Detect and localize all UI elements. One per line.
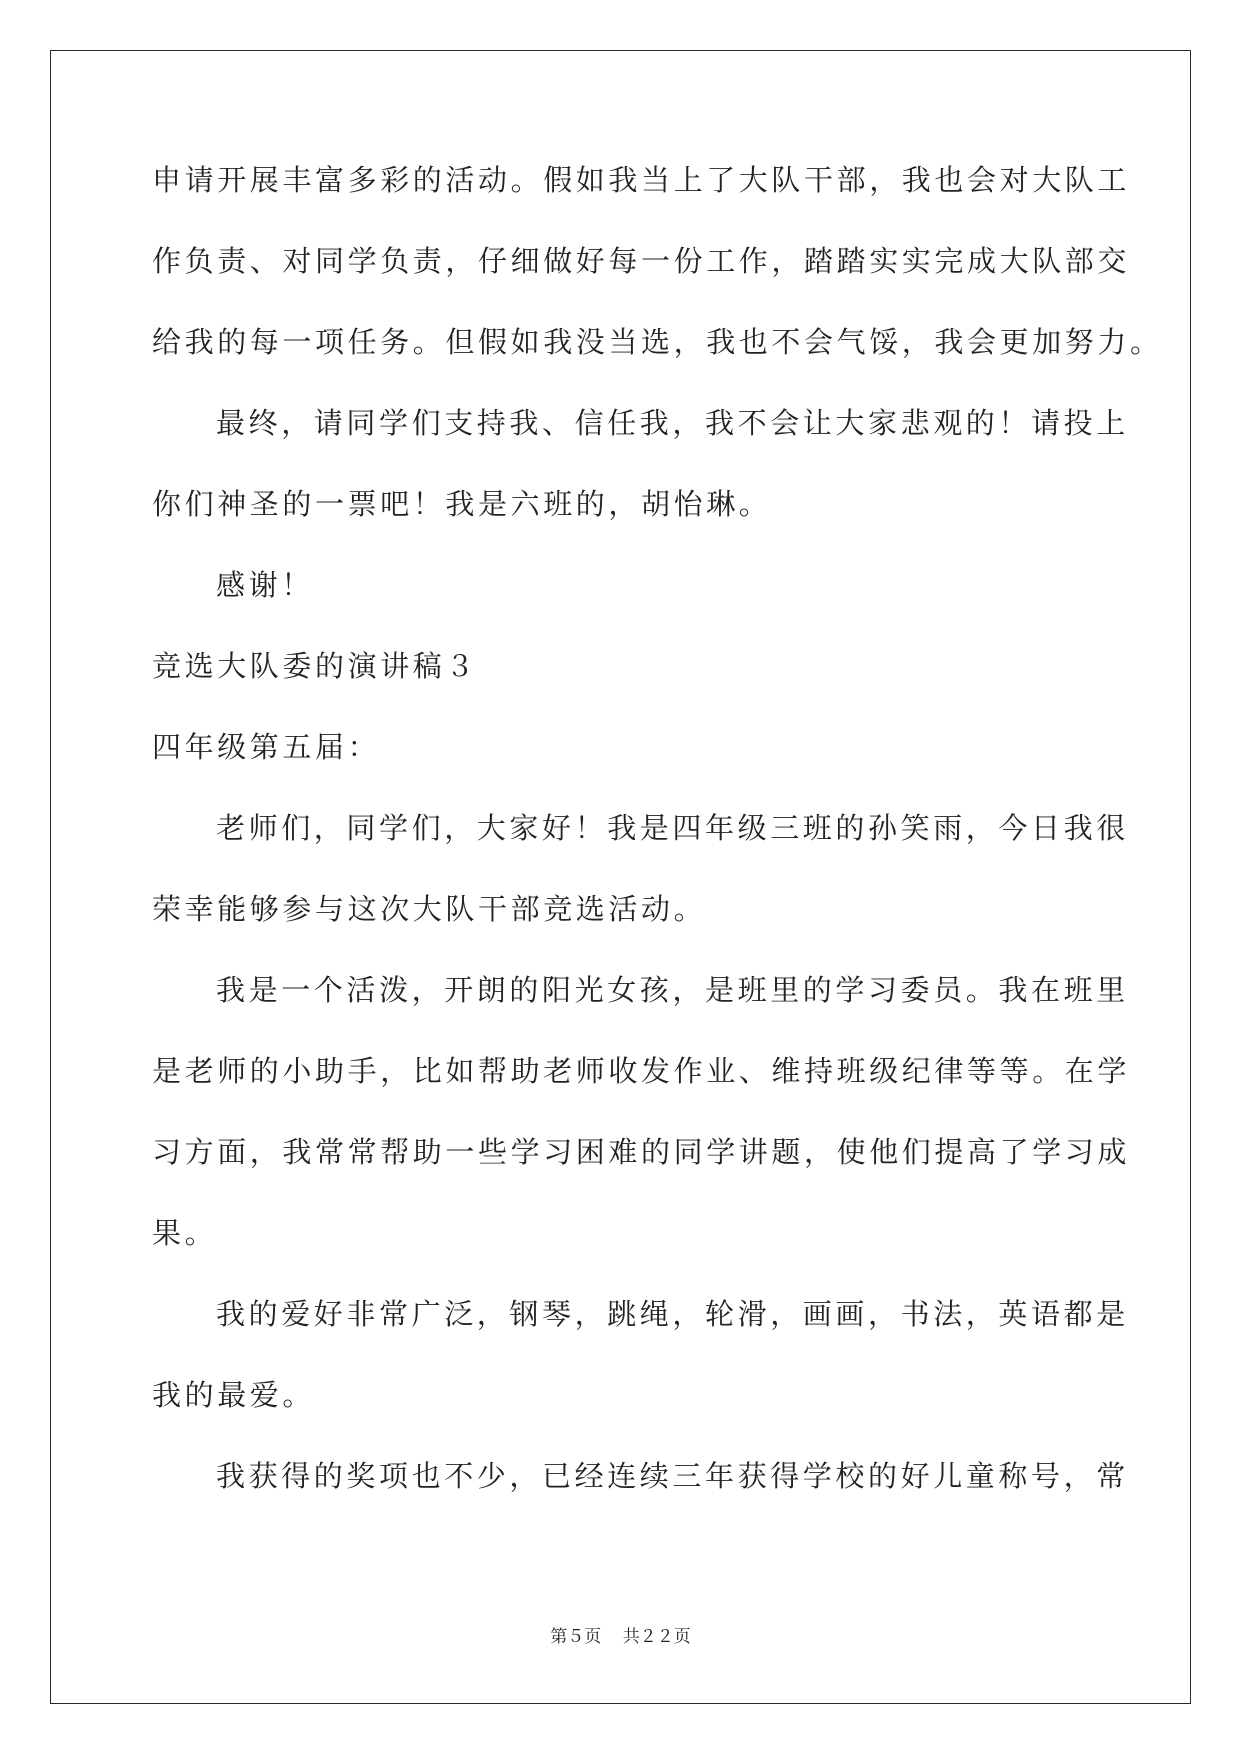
current-page-number: 第５页 — [550, 1627, 602, 1647]
text-line: 习方面，我常常帮助一些学习困难的同学讲题，使他们提高了学习成 — [152, 1135, 1131, 1169]
text-line: 荣幸能够参与这次大队干部竞选活动。 — [152, 892, 707, 926]
text-line: 四年级第五届： — [152, 730, 381, 764]
document-body — [152, 160, 1163, 1537]
text-line: 申请开展丰富多彩的活动。假如我当上了大队干部，我也会对大队工 — [152, 163, 1131, 197]
text-line: 给我的每一项任务。但假如我没当选，我也不会气馁，我会更加努力。 — [152, 325, 1163, 359]
text-line: 我获得的奖项也不少，已经连续三年获得学校的好儿童称号，常 — [216, 1459, 1129, 1493]
text-line: 是老师的小助手，比如帮助老师收发作业、维持班级纪律等等。在学 — [152, 1054, 1131, 1088]
section-heading: 竞选大队委的演讲稿３ — [152, 649, 479, 683]
total-page-count: 共２２页 — [622, 1627, 691, 1647]
text-line: 我是一个活泼，开朗的阳光女孩，是班里的学习委员。我在班里 — [216, 973, 1129, 1007]
text-line: 我的爱好非常广泛，钢琴，跳绳，轮滑，画画，书法，英语都是 — [216, 1297, 1129, 1331]
text-line: 感谢！ — [216, 568, 314, 602]
page-footer — [0, 1622, 1241, 1647]
text-line: 作负责、对同学负责，仔细做好每一份工作，踏踏实实完成大队部交 — [152, 244, 1131, 278]
text-line: 我的最爱。 — [152, 1378, 316, 1412]
text-line: 最终，请同学们支持我、信任我，我不会让大家悲观的！请投上 — [216, 406, 1129, 440]
text-line: 老师们，同学们，大家好！我是四年级三班的孙笑雨，今日我很 — [216, 811, 1129, 845]
text-line: 你们神圣的一票吧！我是六班的，胡怡琳。 — [152, 487, 772, 521]
text-line: 果。 — [152, 1216, 218, 1250]
